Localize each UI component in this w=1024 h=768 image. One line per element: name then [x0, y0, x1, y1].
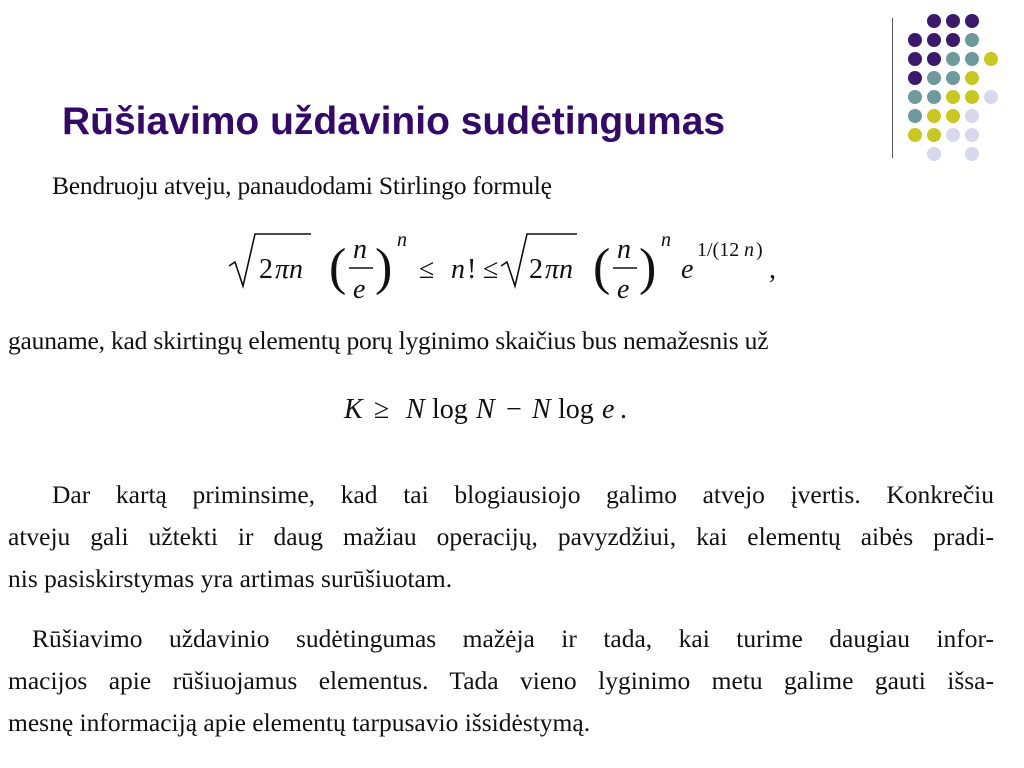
slide-title: Rūšiavimo uždavinio sudėtingumas — [62, 100, 726, 143]
decorative-dot — [908, 33, 922, 47]
svg-text:e: e — [681, 254, 694, 285]
stirling-formula — [225, 222, 785, 312]
svg-text:e: e — [617, 274, 630, 305]
svg-text:1/(12: 1/(12 — [697, 239, 740, 261]
paragraph-worst-case — [8, 474, 994, 600]
decorative-dot — [984, 90, 998, 104]
svg-text:K: K — [344, 394, 363, 425]
paragraph-line: Rūšiavimo uždavinio sudėtingumas mažėja ir tada, kai turime daugiau infor- — [32, 624, 994, 653]
decorative-dot — [946, 109, 960, 123]
svg-text:!: ! — [467, 254, 477, 285]
decorative-dot — [965, 52, 979, 66]
svg-text:≤: ≤ — [483, 254, 499, 285]
decorative-dot — [927, 52, 941, 66]
svg-text:n: n — [353, 234, 367, 265]
paragraph-more-information — [8, 618, 994, 744]
paragraph-line: Dar kartą priminsime, kad tai blogiausiojo galimo atvejo įvertis. Konkrečiu — [52, 480, 994, 509]
decorative-dot — [908, 109, 922, 123]
svg-text:2: 2 — [259, 254, 273, 285]
decorative-dot — [908, 52, 922, 66]
svg-text:e: e — [602, 394, 615, 425]
svg-text:): ) — [375, 239, 393, 296]
decorative-dot — [927, 14, 941, 28]
decorative-dot — [965, 33, 979, 47]
decorative-dot — [927, 90, 941, 104]
conclusion-text: gauname, kad skirtingų elementų porų lyginimo skaičius bus nemažesnis už — [8, 326, 769, 355]
svg-text:(: ( — [329, 239, 347, 296]
decorative-dot — [927, 109, 941, 123]
decorative-dot — [946, 90, 960, 104]
decorative-dot — [927, 128, 941, 142]
svg-text:): ) — [639, 239, 657, 296]
decorative-dot — [946, 71, 960, 85]
svg-text:log: log — [558, 394, 594, 425]
intro-text: Bendruoju atveju, panaudodami Stirlingo formulę — [52, 171, 552, 200]
svg-text:n: n — [397, 229, 407, 251]
svg-text:n: n — [451, 254, 465, 285]
bound-formula — [340, 382, 670, 432]
svg-text:≥: ≥ — [374, 394, 390, 425]
decorative-dot — [965, 90, 979, 104]
decorative-dot — [908, 128, 922, 142]
svg-text:(: ( — [593, 239, 611, 296]
decorative-divider — [892, 18, 893, 158]
svg-text:n: n — [661, 229, 671, 251]
decorative-dot — [946, 128, 960, 142]
decorative-dot — [927, 71, 941, 85]
decorative-dot — [946, 33, 960, 47]
decorative-dot — [965, 14, 979, 28]
svg-text:πn: πn — [545, 254, 574, 285]
decorative-dot — [965, 109, 979, 123]
svg-text:n: n — [617, 234, 631, 265]
decorative-dot — [908, 90, 922, 104]
svg-text:−: − — [506, 394, 522, 425]
decorative-dot — [965, 128, 979, 142]
svg-text:N: N — [532, 394, 551, 425]
svg-text:≤: ≤ — [419, 254, 435, 285]
paragraph-line: atveju gali užtekti ir daug mažiau operacijų, pavyzdžiui, kai elementų aibės pradi- — [8, 522, 994, 551]
paragraph-line: macijos apie rūšiuojamus elementus. Tada vieno lyginimo metu galime gauti išsa- — [8, 666, 994, 695]
svg-text:log: log — [432, 394, 468, 425]
svg-text:2: 2 — [529, 254, 543, 285]
paragraph-line: nis pasiskirstymas yra artimas surūšiuotam. — [8, 564, 453, 593]
decorative-dot — [965, 71, 979, 85]
decorative-dot — [927, 147, 941, 161]
decorative-dot — [984, 52, 998, 66]
decorative-dot — [965, 147, 979, 161]
decorative-dot — [927, 33, 941, 47]
svg-text:): ) — [756, 239, 763, 261]
decorative-dot — [946, 52, 960, 66]
paragraph-line: mesnę informaciją apie elementų tarpusavio išsidėstymą. — [8, 708, 591, 737]
svg-text:,: , — [769, 254, 776, 285]
svg-text:n: n — [744, 239, 754, 261]
svg-text:N: N — [476, 394, 495, 425]
svg-text:N: N — [406, 394, 425, 425]
decorative-dot — [946, 14, 960, 28]
svg-text:πn: πn — [275, 254, 304, 285]
svg-text:.: . — [620, 394, 627, 425]
decorative-dot — [908, 71, 922, 85]
svg-text:e: e — [353, 274, 366, 305]
